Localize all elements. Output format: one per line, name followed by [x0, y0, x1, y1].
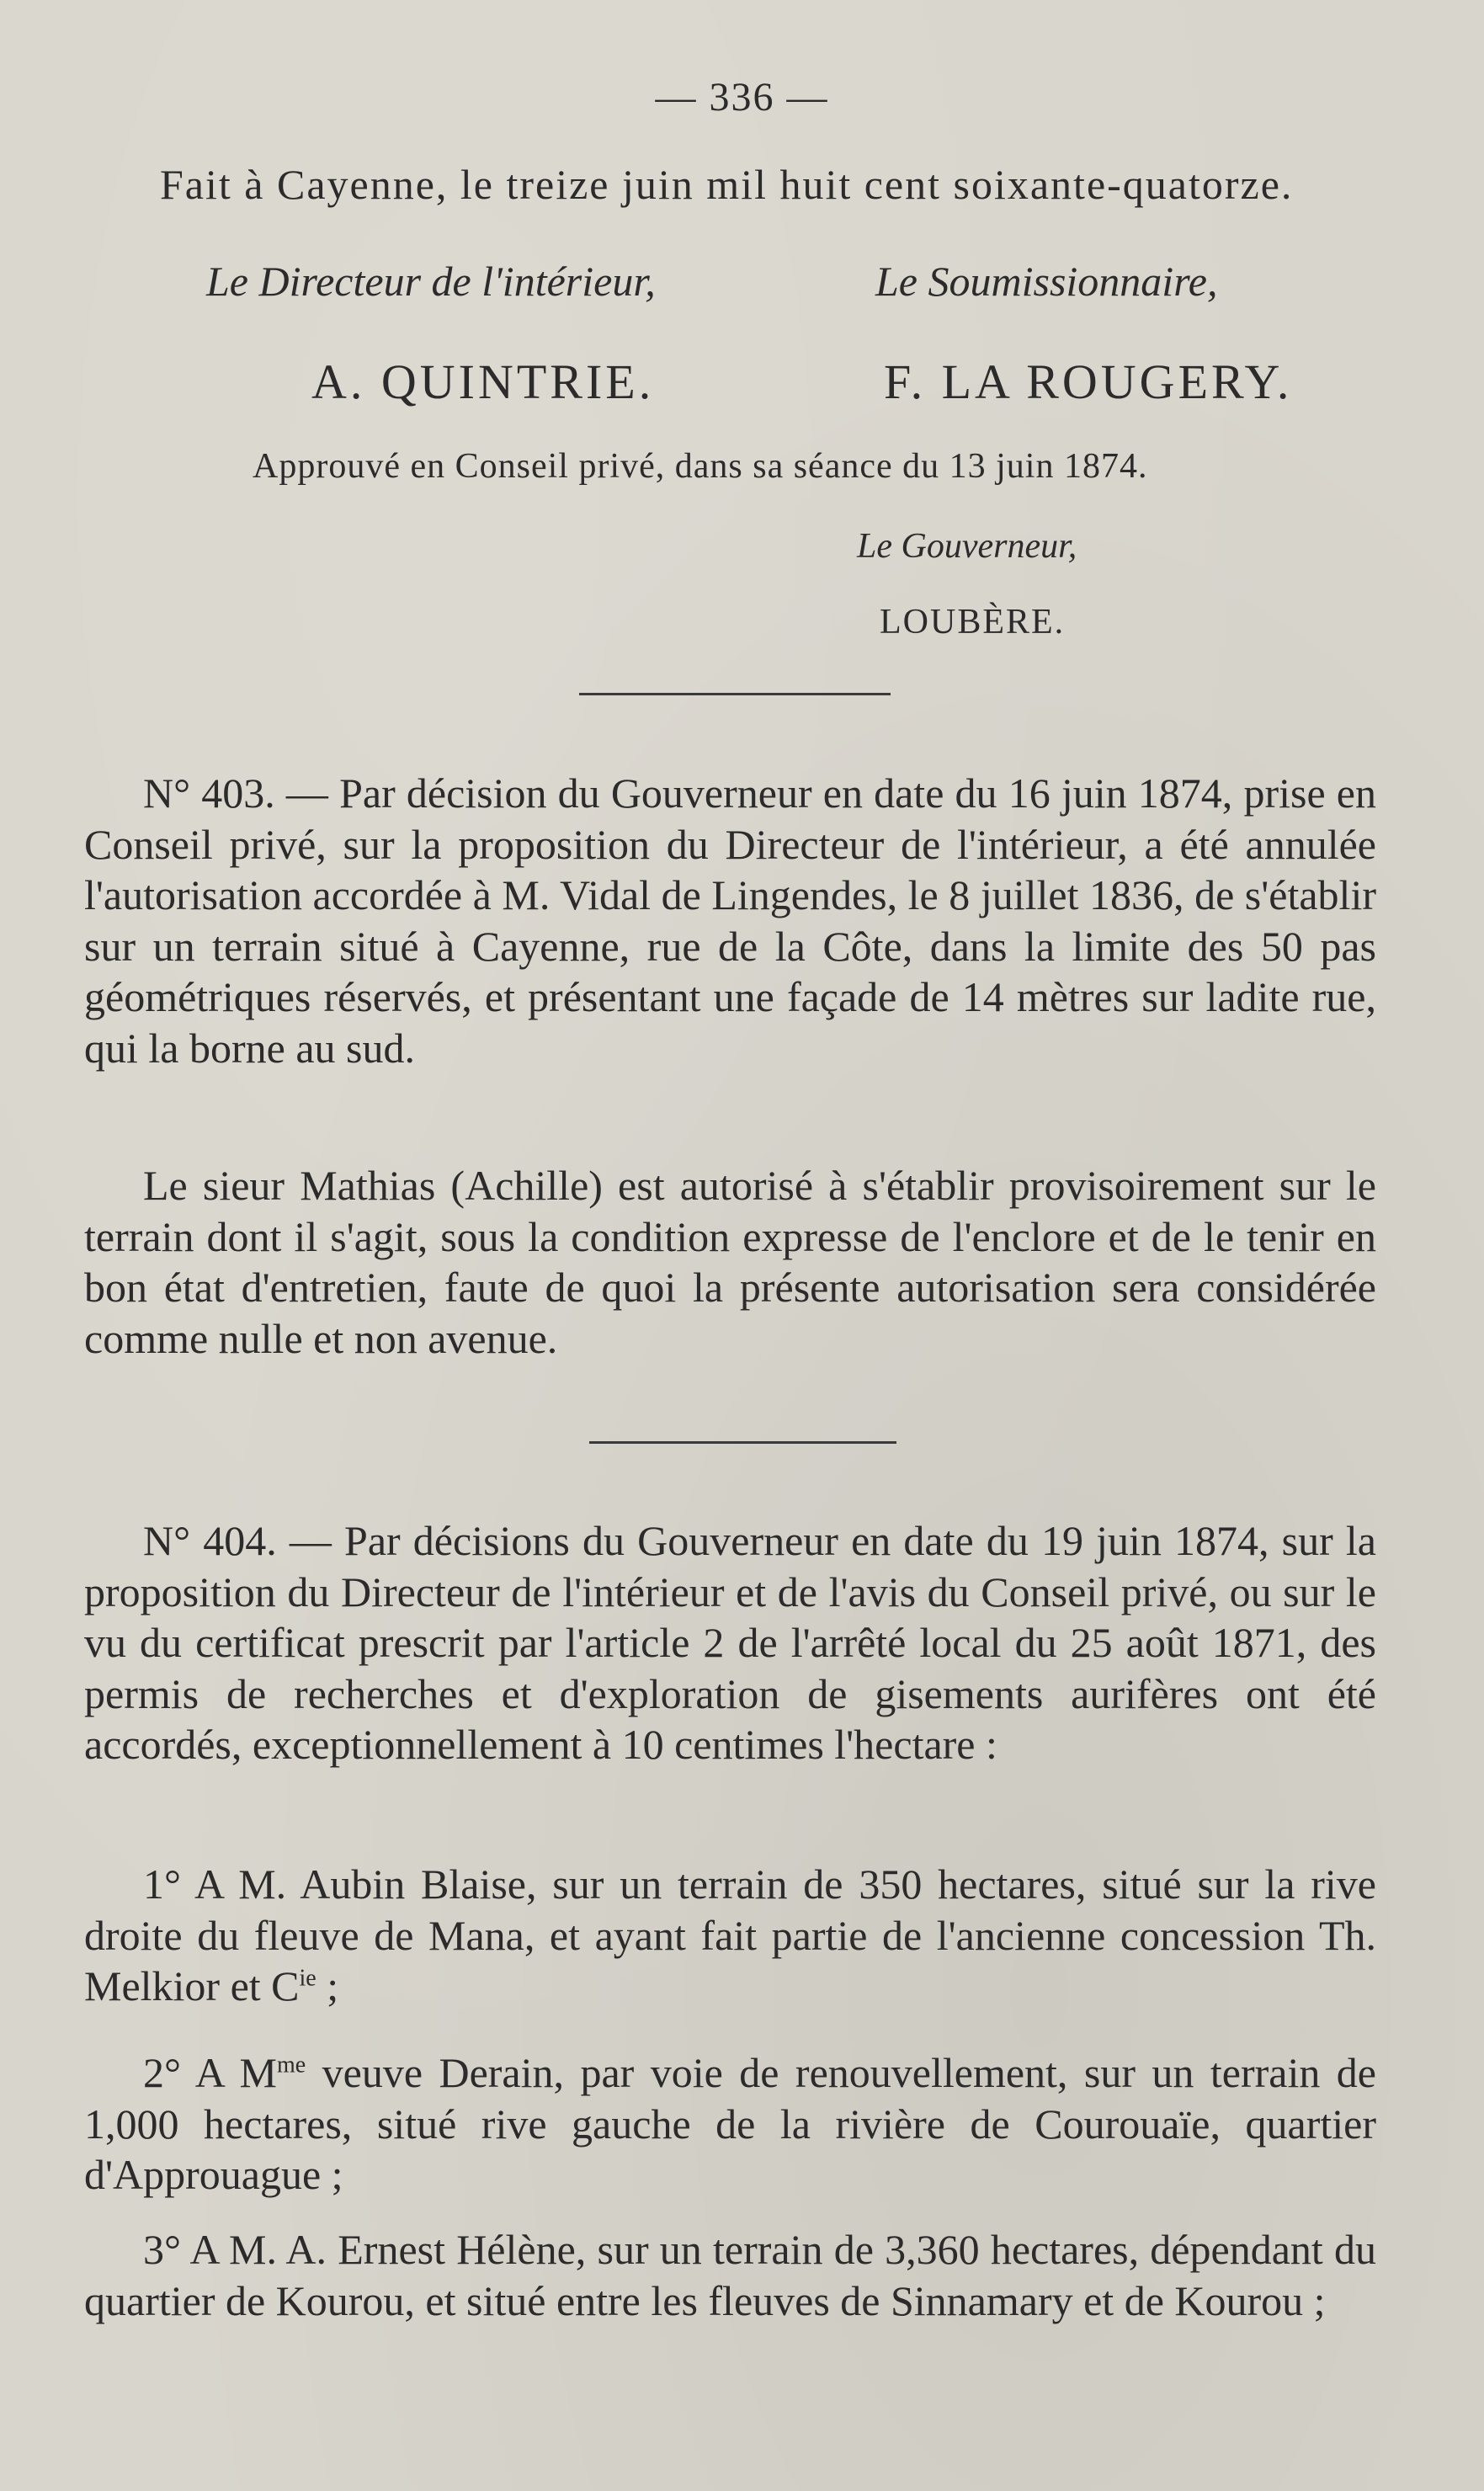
approval-line: Approuvé en Conseil privé, dans sa séance du 13 juin 1874.: [253, 447, 1148, 486]
item-2-text: veuve Derain, par voie de renouvellement, sur un terrain de 1,000 hectares, situé rive gauche de la rivière de Courouaïe, quartier d'Approuague ;: [84, 2049, 1376, 2198]
item-2-superscript: me: [276, 2052, 306, 2078]
decision-404-item-3: 3° A M. A. Ernest Hélène, sur un terrain de 3,360 hectares, dépendant du quartier de Kourou, et situé entre les fleuves de Sinnamary et de Kourou ;: [84, 2226, 1376, 2324]
decision-404-item-1: [84, 1859, 1376, 2012]
item-1-superscript: ie: [299, 1965, 316, 1992]
governor-role: Le Gouverneur,: [857, 527, 1077, 566]
item-1-text: 1° A M. Aubin Blaise, sur un terrain de 350 hectares, situé sur la rive droite du fleuve de Mana, et ayant fait partie de l'ancienne concession Th. Melkior et C: [84, 1860, 1376, 2009]
item-1-tail: ;: [316, 1962, 339, 2009]
item-2-prefix: 2° A M: [143, 2049, 277, 2096]
decision-404-item-2: [84, 2047, 1376, 2201]
director-name: A. QUINTRIE.: [311, 354, 655, 409]
bidder-role: Le Soumissionnaire,: [875, 258, 1218, 305]
section-divider: [579, 693, 891, 695]
section-divider: [589, 1441, 896, 1444]
bidder-name: F. LA ROUGERY.: [884, 354, 1293, 409]
page-number: — 336 —: [655, 75, 829, 120]
decision-404-paragraph-1: N° 404. — Par décisions du Gouverneur en date du 19 juin 1874, sur la proposition du Directeur de l'intérieur et de l'avis du Conseil privé, ou sur le vu du certificat prescrit par l'article 2 de l'arrêté local du 25 août 1871, des permis de recherches et d'exploration de gisements aurifères ont été accordés, exceptionnellement à 10 centimes l'hectare :: [84, 1517, 1376, 1768]
decision-403-paragraph-1: N° 403. — Par décision du Gouverneur en date du 16 juin 1874, prise en Conseil privé, sur la proposition du Directeur de l'intérieur, a été annulée l'autorisation accordée à M. Vidal de Lingendes, le 8 juillet 1836, de s'établir sur un terrain situé à Cayenne, rue de la Côte, dans la limite des 50 pas géométriques réservés, et présentant une façade de 14 mètres sur ladite rue, qui la borne au sud.: [84, 769, 1376, 1072]
closing-line: Fait à Cayenne, le treize juin mil huit cent soixante-quatorze.: [160, 161, 1294, 208]
director-role: Le Directeur de l'intérieur,: [206, 258, 656, 305]
decision-403-paragraph-2: Le sieur Mathias (Achille) est autorisé à s'établir provisoirement sur le terrain dont il s'agit, sous la condition expresse de l'enclore et de le tenir en bon état d'entretien, faute de quoi la présente autorisation sera considérée comme nulle et non avenue.: [84, 1162, 1376, 1362]
governor-name: LOUBÈRE.: [880, 603, 1066, 641]
